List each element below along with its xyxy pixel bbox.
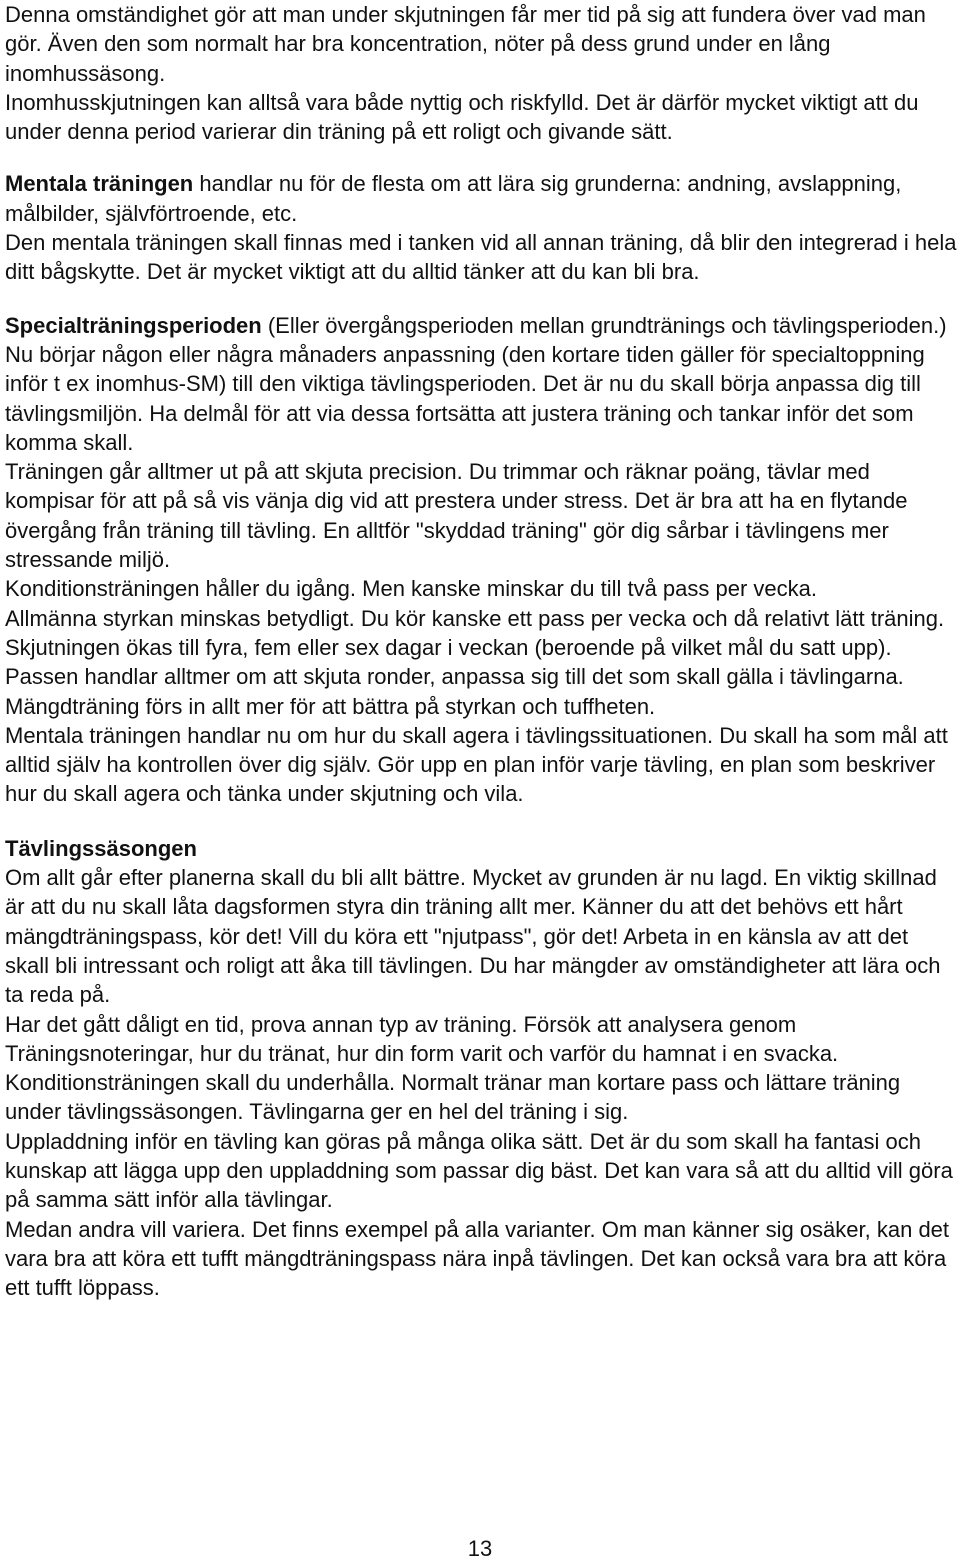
document-page (5, 0, 957, 1302)
special-paragraph-5: Skjutningen ökas till fyra, fem eller sex dagar i veckan (beroende på vilket mål du satt upp). Passen handlar alltmer om att skjuta ronder, anpassa sig till det som skall gälla i tävlingarna. (5, 634, 904, 690)
season-paragraph-3: Konditionsträningen skall du underhålla. Normalt tränar man kortare pass och lättare träning under tävlingssäsongen. Tävlingarna ger en hel del träning i sig. (5, 1070, 901, 1125)
season-paragraph-5: Medan andra vill variera. Det finns exempel på alla varianter. Om man känner sig osäker, kan det vara bra att köra ett tufft mängdträningspass nära inpå tävlingen. Det kan också vara bra att köra ett tufft löppass. (5, 1216, 950, 1301)
season-paragraph-1: Om allt går efter planerna skall du bli allt bättre. Mycket av grunden är nu lagd. En viktig skillnad är att du nu skall låta dagsformen styra din träning allt mer. Känner du att det behövs ett hårt mängdträningspass, kör det! Vill du köra ett "njutpass", gör det! Arbeta in en känsla av att det skall bli intressant och roligt att åka till tävlingen. Du har mängder av omständigheter att lära och ta reda på. (5, 865, 941, 1008)
season-heading: Tävlingssäsongen (5, 835, 197, 861)
season-paragraph-2: Har det gått dåligt en tid, prova annan typ av träning. Försök att analysera genom Träningsnoteringar, hur du tränat, hur din form varit och varför du hamnat i en svacka. (5, 1011, 839, 1066)
mental-lead-paragraph (5, 169, 957, 228)
special-paragraph-1: Nu börjar någon eller några månaders anpassning (den kortare tiden gäller för specialtoppning inför t ex inomhus-SM) till den viktiga tävlingsperioden. Det är nu du skall börja anpassa dig till tävlingsmiljön. Ha delmål för att via dessa fortsätta att justera träning och tankar inför det som komma skall. (5, 341, 925, 455)
special-heading: Specialträningsperioden (5, 312, 262, 338)
mental-lead-text: handlar nu för de flesta om att lära sig grunderna: andning, avslappning, målbilder, självförtroende, etc. (5, 171, 902, 226)
special-lead-paragraph (5, 311, 957, 340)
mental-heading: Mentala träningen (5, 171, 194, 197)
special-paragraph-6: Mängdträning förs in allt mer för att bättra på styrkan och tuffheten. (5, 693, 656, 719)
intro-paragraph-1: Denna omständighet gör att man under skjutningen får mer tid på sig att fundera över vad man gör. Även den som normalt har bra koncentration, nöter på dess grund under en lång inomhussäsong. (5, 2, 926, 86)
special-paragraph-7: Mentala träningen handlar nu om hur du skall agera i tävlingssituationen. Du skall ha som mål att alltid själv ha kontrollen över dig själv. Gör upp en plan inför varje tävling, en plan som beskriver hur du skall agera och tänka under skjutning och vila. (5, 722, 948, 807)
special-paragraph-4: Allmänna styrkan minskas betydligt. Du kör kanske ett pass per vecka och då relativt lätt träning. (5, 605, 945, 631)
page-number: 13 (467, 1536, 493, 1561)
intro-paragraph-2: Inomhusskjutningen kan alltså vara både nyttig och riskfylld. Det är därför mycket viktigt att du under denna period varierar din träning på ett roligt och givande sätt. (5, 89, 919, 145)
mental-paragraph-1: Den mentala träningen skall finnas med i tanken vid all annan träning, då blir den integrerad i hela ditt bågskytte. Det är mycket viktigt att du alltid tänker att du kan bli bra. (5, 230, 957, 285)
season-paragraph-4: Uppladdning inför en tävling kan göras på många olika sätt. Det är du som skall ha fantasi och kunskap att lägga upp den uppladdning som passar dig bäst. Det kan vara så att du alltid vill göra på samma sätt inför alla tävlingar. (5, 1128, 953, 1213)
special-paragraph-2: Träningen går alltmer ut på att skjuta precision. Du trimmar och räknar poäng, tävlar med kompisar för att på så vis vänja dig vid att prestera under stress. Det är bra att ha en flytande övergång från träning till tävling. En alltför "skyddad träning" gör dig sårbar i tävlingens mer stressande miljö. (5, 459, 908, 573)
special-paragraph-3: Konditionsträningen håller du igång. Men kanske minskar du till två pass per vecka. (5, 576, 818, 602)
special-lead-text: (Eller övergångsperioden mellan grundtränings och tävlingsperioden.) (261, 312, 947, 338)
